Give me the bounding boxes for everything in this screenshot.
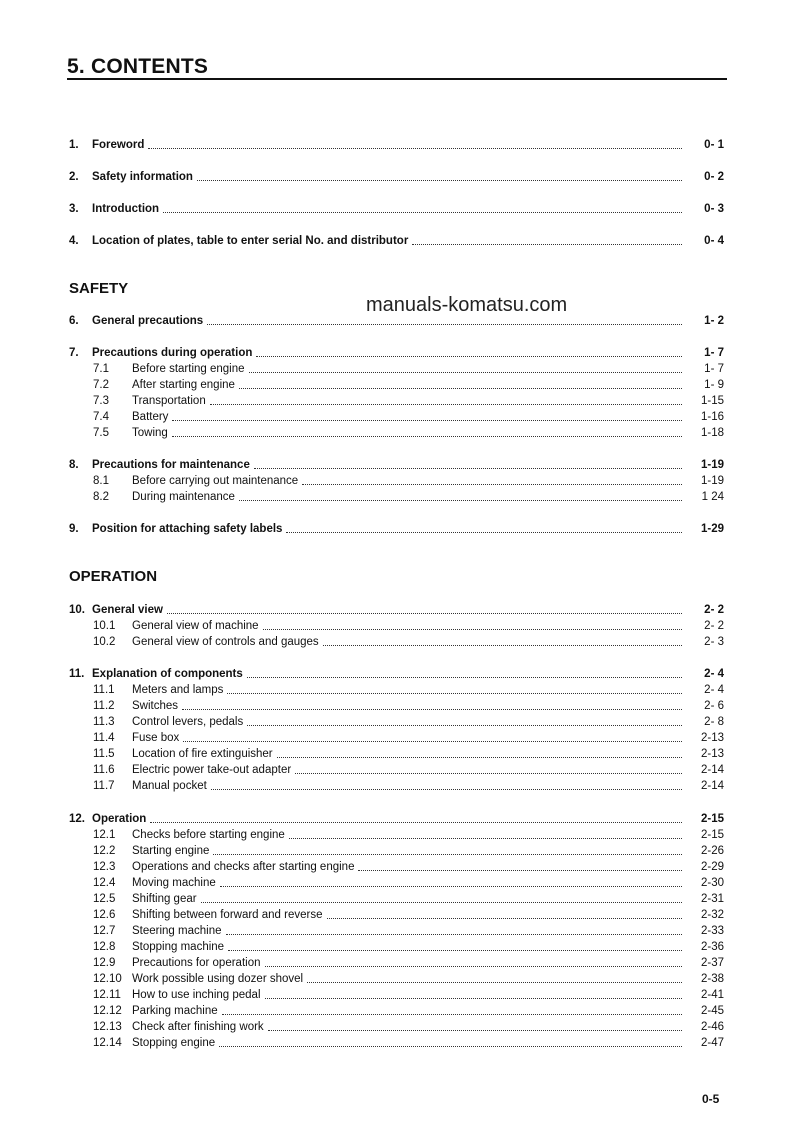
entry-title: Foreword (92, 139, 145, 151)
entry-page: 2- 4 (704, 684, 724, 696)
entry-title: Shifting between forward and reverse (132, 909, 323, 921)
dot-leader (265, 966, 683, 967)
dot-leader (323, 645, 682, 646)
entry-title: Electric power take-out adapter (132, 764, 292, 776)
toc-entry[interactable] (69, 699, 724, 713)
dot-leader (289, 838, 682, 839)
dot-leader (183, 741, 682, 742)
entry-page: 2-15 (700, 829, 724, 841)
entry-page: 2-13 (700, 732, 724, 744)
entry-page: 2- 4 (704, 668, 724, 680)
entry-title: During maintenance (132, 491, 235, 503)
entry-page: 1-29 (700, 523, 724, 535)
entry-title: Operations and checks after starting engine (132, 861, 355, 873)
dot-leader (254, 468, 682, 469)
entry-number: 7.4 (93, 411, 109, 423)
entry-title: Before starting engine (132, 363, 245, 375)
entry-page: 0- 2 (704, 171, 724, 183)
dot-leader (256, 356, 682, 357)
entry-page: 2- 6 (704, 700, 724, 712)
entry-page: 2-37 (700, 957, 724, 969)
toc-entry[interactable] (69, 490, 724, 504)
toc-entry[interactable] (69, 956, 724, 970)
entry-title: Parking machine (132, 1005, 218, 1017)
entry-title: Stopping engine (132, 1037, 216, 1049)
entry-title: Fuse box (132, 732, 180, 744)
entry-number: 12.10 (93, 973, 122, 985)
dot-leader (207, 324, 682, 325)
entry-number: 7.2 (93, 379, 109, 391)
toc-entry[interactable] (69, 812, 724, 826)
entry-page: 2-13 (700, 748, 724, 760)
entry-number: 8. (69, 459, 79, 471)
entry-page: 2-32 (700, 909, 724, 921)
toc-entry[interactable] (69, 731, 724, 745)
toc-entry[interactable] (69, 138, 724, 152)
toc-entry[interactable] (69, 683, 724, 697)
toc-entry[interactable] (69, 378, 724, 392)
dot-leader (268, 1030, 682, 1031)
dot-leader (265, 998, 683, 999)
entry-title: General view of machine (132, 620, 259, 632)
entry-title: Location of fire extinguisher (132, 748, 273, 760)
entry-number: 12.12 (93, 1005, 122, 1017)
toc-entry[interactable] (69, 1020, 724, 1034)
entry-page: 1- 7 (704, 363, 724, 375)
entry-page: 1-19 (700, 459, 724, 471)
entry-page: 2-14 (700, 780, 724, 792)
toc-entry[interactable] (69, 522, 724, 536)
toc-entry[interactable] (69, 346, 724, 360)
toc-entry[interactable] (69, 860, 724, 874)
entry-title: Starting engine (132, 845, 210, 857)
entry-page: 2-36 (700, 941, 724, 953)
entry-page: 0- 1 (704, 139, 724, 151)
toc-entry[interactable] (69, 876, 724, 890)
entry-number: 7.5 (93, 427, 109, 439)
entry-number: 12.6 (93, 909, 116, 921)
dot-leader (213, 854, 682, 855)
entry-title: Moving machine (132, 877, 216, 889)
dot-leader (172, 436, 682, 437)
dot-leader (220, 886, 682, 887)
entry-page: 0- 3 (704, 203, 724, 215)
dot-leader (302, 484, 682, 485)
entry-title: Introduction (92, 203, 160, 215)
entry-title: Explanation of components (92, 668, 243, 680)
entry-page: 2-29 (700, 861, 724, 873)
dot-leader (239, 388, 682, 389)
dot-leader (277, 757, 682, 758)
dot-leader (211, 789, 682, 790)
dot-leader (219, 1046, 682, 1047)
entry-number: 12.9 (93, 957, 116, 969)
entry-page: 2- 3 (704, 636, 724, 648)
entry-title: Stopping machine (132, 941, 225, 953)
entry-page: 2-14 (700, 764, 724, 776)
toc-entry[interactable] (69, 426, 724, 440)
entry-number: 7. (69, 347, 79, 359)
entry-title: Switches (132, 700, 179, 712)
dot-leader (239, 500, 682, 501)
entry-title: Battery (132, 411, 169, 423)
entry-number: 12.3 (93, 861, 116, 873)
entry-number: 1. (69, 139, 79, 151)
entry-number: 12.4 (93, 877, 116, 889)
entry-page: 2- 2 (704, 604, 724, 616)
toc-entry[interactable] (69, 892, 724, 906)
entry-number: 11.6 (93, 764, 115, 776)
entry-number: 7.1 (93, 363, 109, 375)
dot-leader (222, 1014, 682, 1015)
entry-number: 8.2 (93, 491, 109, 503)
entry-title: Control levers, pedals (132, 716, 244, 728)
entry-page: 2-46 (700, 1021, 724, 1033)
dot-leader (228, 950, 682, 951)
entry-number: 10. (69, 604, 85, 616)
entry-number: 8.1 (93, 475, 109, 487)
dot-leader (263, 629, 682, 630)
dot-leader (197, 180, 682, 181)
entry-number: 7.3 (93, 395, 109, 407)
entry-title: Shifting gear (132, 893, 197, 905)
toc-entry[interactable] (69, 474, 724, 488)
entry-number: 6. (69, 315, 79, 327)
toc-entry[interactable] (69, 394, 724, 408)
entry-number: 11.5 (93, 748, 115, 760)
toc-entry[interactable] (69, 458, 724, 472)
entry-title: Location of plates, table to enter serial No. and distributor (92, 235, 409, 247)
toc-entry[interactable] (69, 1036, 724, 1050)
entry-title: Towing (132, 427, 168, 439)
dot-leader (286, 532, 682, 533)
entry-page: 2-41 (700, 989, 724, 1001)
entry-page: 1-18 (700, 427, 724, 439)
dot-leader (172, 420, 682, 421)
entry-title: Precautions during operation (92, 347, 253, 359)
entry-title: Precautions for maintenance (92, 459, 250, 471)
entry-title: Work possible using dozer shovel (132, 973, 304, 985)
title-underline (67, 78, 727, 80)
entry-number: 12.1 (93, 829, 116, 841)
toc-entry[interactable] (69, 619, 724, 633)
entry-title: Safety information (92, 171, 193, 183)
entry-number: 2. (69, 171, 79, 183)
entry-page: 2-38 (700, 973, 724, 985)
dot-leader (167, 613, 682, 614)
entry-title: General precautions (92, 315, 204, 327)
watermark: manuals-komatsu.com (366, 294, 568, 316)
toc-entry[interactable] (69, 667, 724, 681)
entry-number: 12.8 (93, 941, 116, 953)
entry-title: How to use inching pedal (132, 989, 261, 1001)
dot-leader (295, 773, 682, 774)
entry-title: Check after finishing work (132, 1021, 264, 1033)
entry-page: 2-47 (700, 1037, 724, 1049)
toc-entry[interactable] (69, 635, 724, 649)
entry-title: Position for attaching safety labels (92, 523, 283, 535)
dot-leader (210, 404, 682, 405)
entry-title: General view of controls and gauges (132, 636, 319, 648)
entry-number: 9. (69, 523, 79, 535)
toc-entry[interactable] (69, 988, 724, 1002)
toc-entry[interactable] (69, 924, 724, 938)
entry-number: 11.7 (93, 780, 115, 792)
entry-title: Meters and lamps (132, 684, 224, 696)
toc-entry[interactable] (69, 170, 724, 184)
entry-page: 1- 2 (704, 315, 724, 327)
dot-leader (249, 372, 682, 373)
toc-entry[interactable] (69, 972, 724, 986)
entry-page: 1-16 (700, 411, 724, 423)
page-title: 5. CONTENTS (67, 55, 209, 78)
dot-leader (227, 693, 682, 694)
section-heading-safety: SAFETY (69, 280, 129, 297)
entry-title: Before carrying out maintenance (132, 475, 299, 487)
section-heading-operation: OPERATION (69, 568, 158, 585)
entry-number: 12. (69, 813, 85, 825)
entry-page: 2- 2 (704, 620, 724, 632)
dot-leader (307, 982, 682, 983)
entry-page: 2-33 (700, 925, 724, 937)
dot-leader (247, 677, 682, 678)
toc-entry[interactable] (69, 779, 724, 793)
toc-entry[interactable] (69, 747, 724, 761)
dot-leader (201, 902, 682, 903)
entry-page: 1-15 (700, 395, 724, 407)
dot-leader (150, 822, 682, 823)
dot-leader (182, 709, 682, 710)
entry-number: 10.2 (93, 636, 116, 648)
entry-number: 11. (69, 668, 85, 680)
entry-page: 1- 9 (704, 379, 724, 391)
entry-number: 10.1 (93, 620, 116, 632)
entry-page: 2-30 (700, 877, 724, 889)
toc-entry[interactable] (69, 603, 724, 617)
toc-entry[interactable] (69, 940, 724, 954)
entry-title: After starting engine (132, 379, 235, 391)
entry-title: Transportation (132, 395, 206, 407)
entry-page: 2-15 (700, 813, 724, 825)
entry-number: 12.5 (93, 893, 116, 905)
entry-number: 12.13 (93, 1021, 122, 1033)
entry-title: Manual pocket (132, 780, 207, 792)
dot-leader (327, 918, 683, 919)
entry-page: 2-26 (700, 845, 724, 857)
entry-page: 1 24 (701, 491, 724, 503)
toc-entry[interactable] (69, 844, 724, 858)
dot-leader (163, 212, 682, 213)
dot-leader (412, 244, 682, 245)
entry-page: 0- 4 (704, 235, 724, 247)
dot-leader (247, 725, 682, 726)
toc-entry[interactable] (69, 715, 724, 729)
toc-entry[interactable] (69, 1004, 724, 1018)
toc-entry[interactable] (69, 410, 724, 424)
entry-title: Precautions for operation (132, 957, 261, 969)
toc-entry[interactable] (69, 314, 724, 328)
entry-page: 2- 8 (704, 716, 724, 728)
dot-leader (148, 148, 682, 149)
entry-page: 1- 7 (704, 347, 724, 359)
entry-number: 12.11 (93, 989, 121, 1001)
toc-entry[interactable] (69, 362, 724, 376)
entry-title: Operation (92, 813, 147, 825)
entry-title: Steering machine (132, 925, 222, 937)
entry-page: 1-19 (700, 475, 724, 487)
toc-entry[interactable] (69, 828, 724, 842)
page-number: 0-5 (702, 1092, 720, 1106)
entry-number: 11.4 (93, 732, 115, 744)
toc-entry[interactable] (69, 763, 724, 777)
dot-leader (358, 870, 682, 871)
toc-entry[interactable] (69, 908, 724, 922)
entry-number: 11.2 (93, 700, 115, 712)
entry-number: 11.3 (93, 716, 115, 728)
entry-number: 12.14 (93, 1037, 122, 1049)
dot-leader (226, 934, 683, 935)
toc-entry[interactable] (69, 202, 724, 216)
entry-page: 2-31 (700, 893, 724, 905)
entry-title: General view (92, 604, 163, 616)
entry-number: 12.2 (93, 845, 116, 857)
toc-entry[interactable] (69, 234, 724, 248)
entry-number: 4. (69, 235, 79, 247)
entry-page: 2-45 (700, 1005, 724, 1017)
entry-number: 12.7 (93, 925, 116, 937)
entry-number: 3. (69, 203, 79, 215)
entry-title: Checks before starting engine (132, 829, 285, 841)
entry-number: 11.1 (93, 684, 115, 696)
